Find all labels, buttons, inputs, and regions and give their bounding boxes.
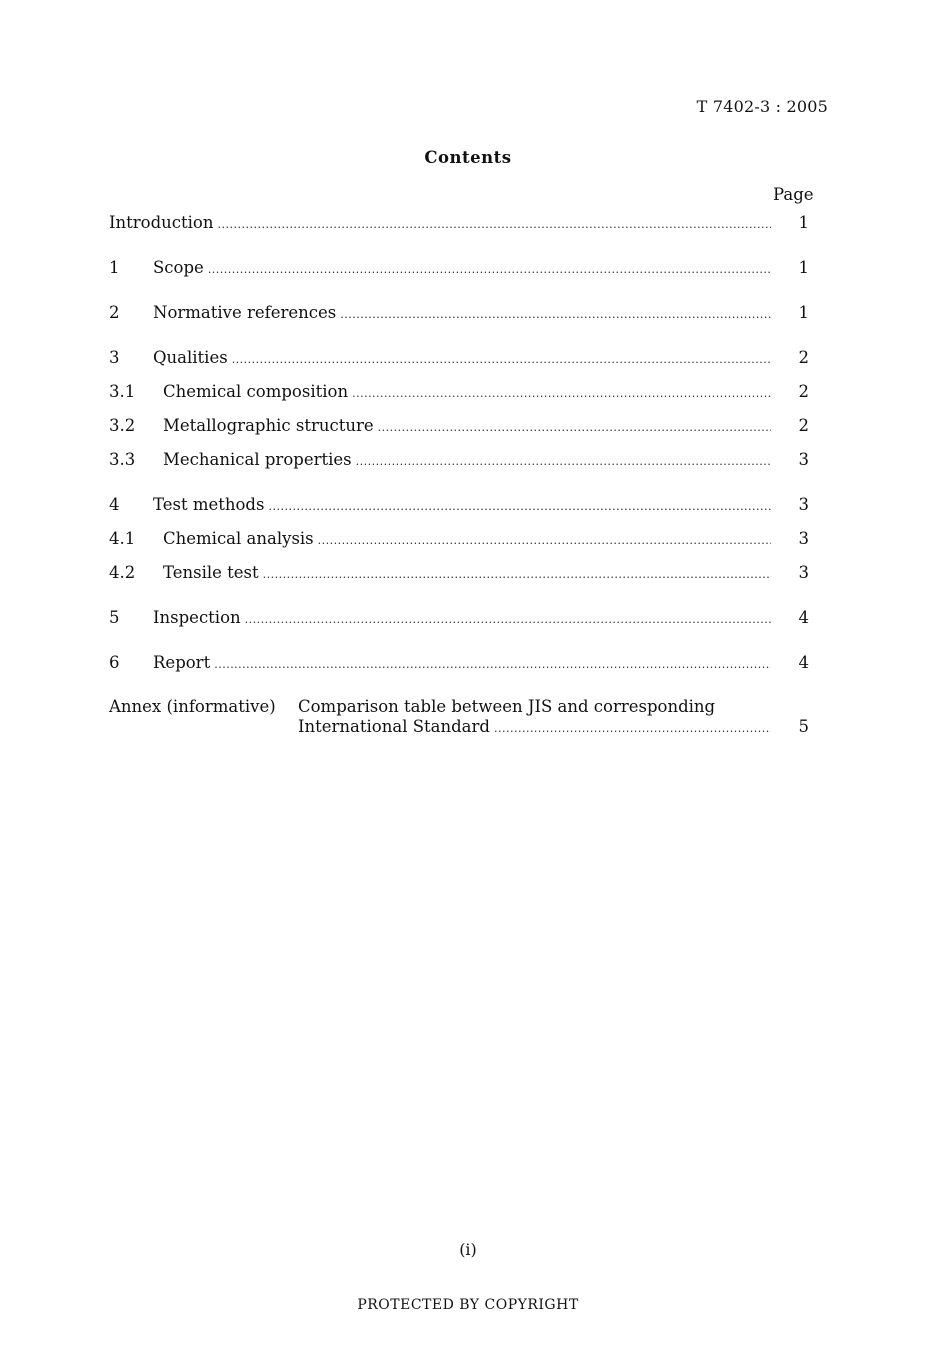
dot-leader (494, 719, 771, 739)
toc-entry-mechanical-properties[interactable] (109, 449, 809, 471)
toc-entry-title: Metallographic structure (163, 416, 374, 435)
dot-leader (356, 451, 771, 473)
dot-leader (340, 304, 771, 326)
toc-entry-inspection[interactable] (109, 607, 809, 629)
annex-title-line-1: Comparison table between JIS and corresponding (298, 697, 716, 716)
copyright-notice: PROTECTED BY COPYRIGHT (357, 1297, 579, 1313)
toc-entry-title: Report (153, 653, 211, 672)
toc-entry-title: Mechanical properties (163, 450, 352, 469)
annex-label: Annex (informative) (109, 697, 276, 716)
toc-entry-page: 3 (798, 450, 809, 469)
annex-title-line-2: International Standard (298, 717, 490, 736)
toc-entry-title: Chemical analysis (163, 529, 314, 548)
toc-entry-number: 3 (109, 348, 120, 367)
toc-entry-metallographic-structure[interactable] (109, 415, 809, 437)
dot-leader (263, 564, 771, 586)
document-number: T 7402-3 : 2005 (696, 97, 828, 116)
dot-leader (208, 259, 771, 281)
toc-entry-title: Introduction (109, 213, 214, 232)
toc-entry-title: Normative references (153, 303, 337, 322)
toc-entry-page: 4 (798, 653, 809, 672)
dot-leader (352, 383, 771, 405)
toc-entry-report[interactable] (109, 652, 809, 674)
annex-line-2 (109, 717, 809, 737)
toc-entry-test-methods[interactable] (109, 494, 809, 516)
dot-leader (378, 417, 771, 439)
toc-entry-chemical-composition[interactable] (109, 381, 809, 403)
toc-entry-page: 2 (798, 416, 809, 435)
footer-page-number: (i) (459, 1240, 477, 1259)
toc-entry-number: 3.1 (109, 382, 136, 401)
toc-entry-title: Scope (153, 258, 204, 277)
toc-entry-number: 4.2 (109, 563, 136, 582)
toc-entry-annex[interactable] (109, 697, 809, 737)
toc-entry-number: 6 (109, 653, 120, 672)
toc-entry-title: Chemical composition (163, 382, 349, 401)
page-column-label: Page (773, 185, 814, 204)
toc-entry-page: 4 (798, 608, 809, 627)
toc-entry-number: 5 (109, 608, 120, 627)
dot-leader (318, 530, 771, 552)
dot-leader (218, 214, 772, 236)
toc-entry-page: 2 (798, 382, 809, 401)
toc-entry-number: 4.1 (109, 529, 136, 548)
toc-entry-page: 2 (798, 348, 809, 367)
dot-leader (268, 496, 771, 518)
toc-entry-page: 1 (798, 258, 809, 277)
toc-entry-normative-references[interactable] (109, 302, 809, 324)
toc-entry-number: 3.3 (109, 450, 136, 469)
toc-entry-number: 4 (109, 495, 120, 514)
contents-title: Contents (424, 148, 512, 167)
table-of-contents (109, 212, 809, 737)
toc-entry-scope[interactable] (109, 257, 809, 279)
toc-entry-tensile-test[interactable] (109, 562, 809, 584)
toc-entry-introduction[interactable] (109, 212, 809, 234)
dot-leader (214, 654, 771, 676)
toc-entry-page: 1 (798, 303, 809, 322)
toc-entry-number: 2 (109, 303, 120, 322)
toc-entry-number: 3.2 (109, 416, 136, 435)
toc-entry-title: Tensile test (163, 563, 259, 582)
toc-entry-qualities[interactable] (109, 347, 809, 369)
dot-leader (232, 349, 771, 371)
toc-entry-title: Inspection (153, 608, 241, 627)
annex-line-1 (109, 697, 809, 717)
toc-entry-page: 1 (798, 213, 809, 232)
toc-entry-chemical-analysis[interactable] (109, 528, 809, 550)
toc-entry-page: 3 (798, 563, 809, 582)
toc-entry-page: 3 (798, 529, 809, 548)
dot-leader (245, 609, 771, 631)
toc-entry-number: 1 (109, 258, 120, 277)
toc-entry-title: Test methods (153, 495, 265, 514)
toc-entry-title: Qualities (153, 348, 228, 367)
annex-page: 5 (798, 717, 809, 736)
toc-entry-page: 3 (798, 495, 809, 514)
